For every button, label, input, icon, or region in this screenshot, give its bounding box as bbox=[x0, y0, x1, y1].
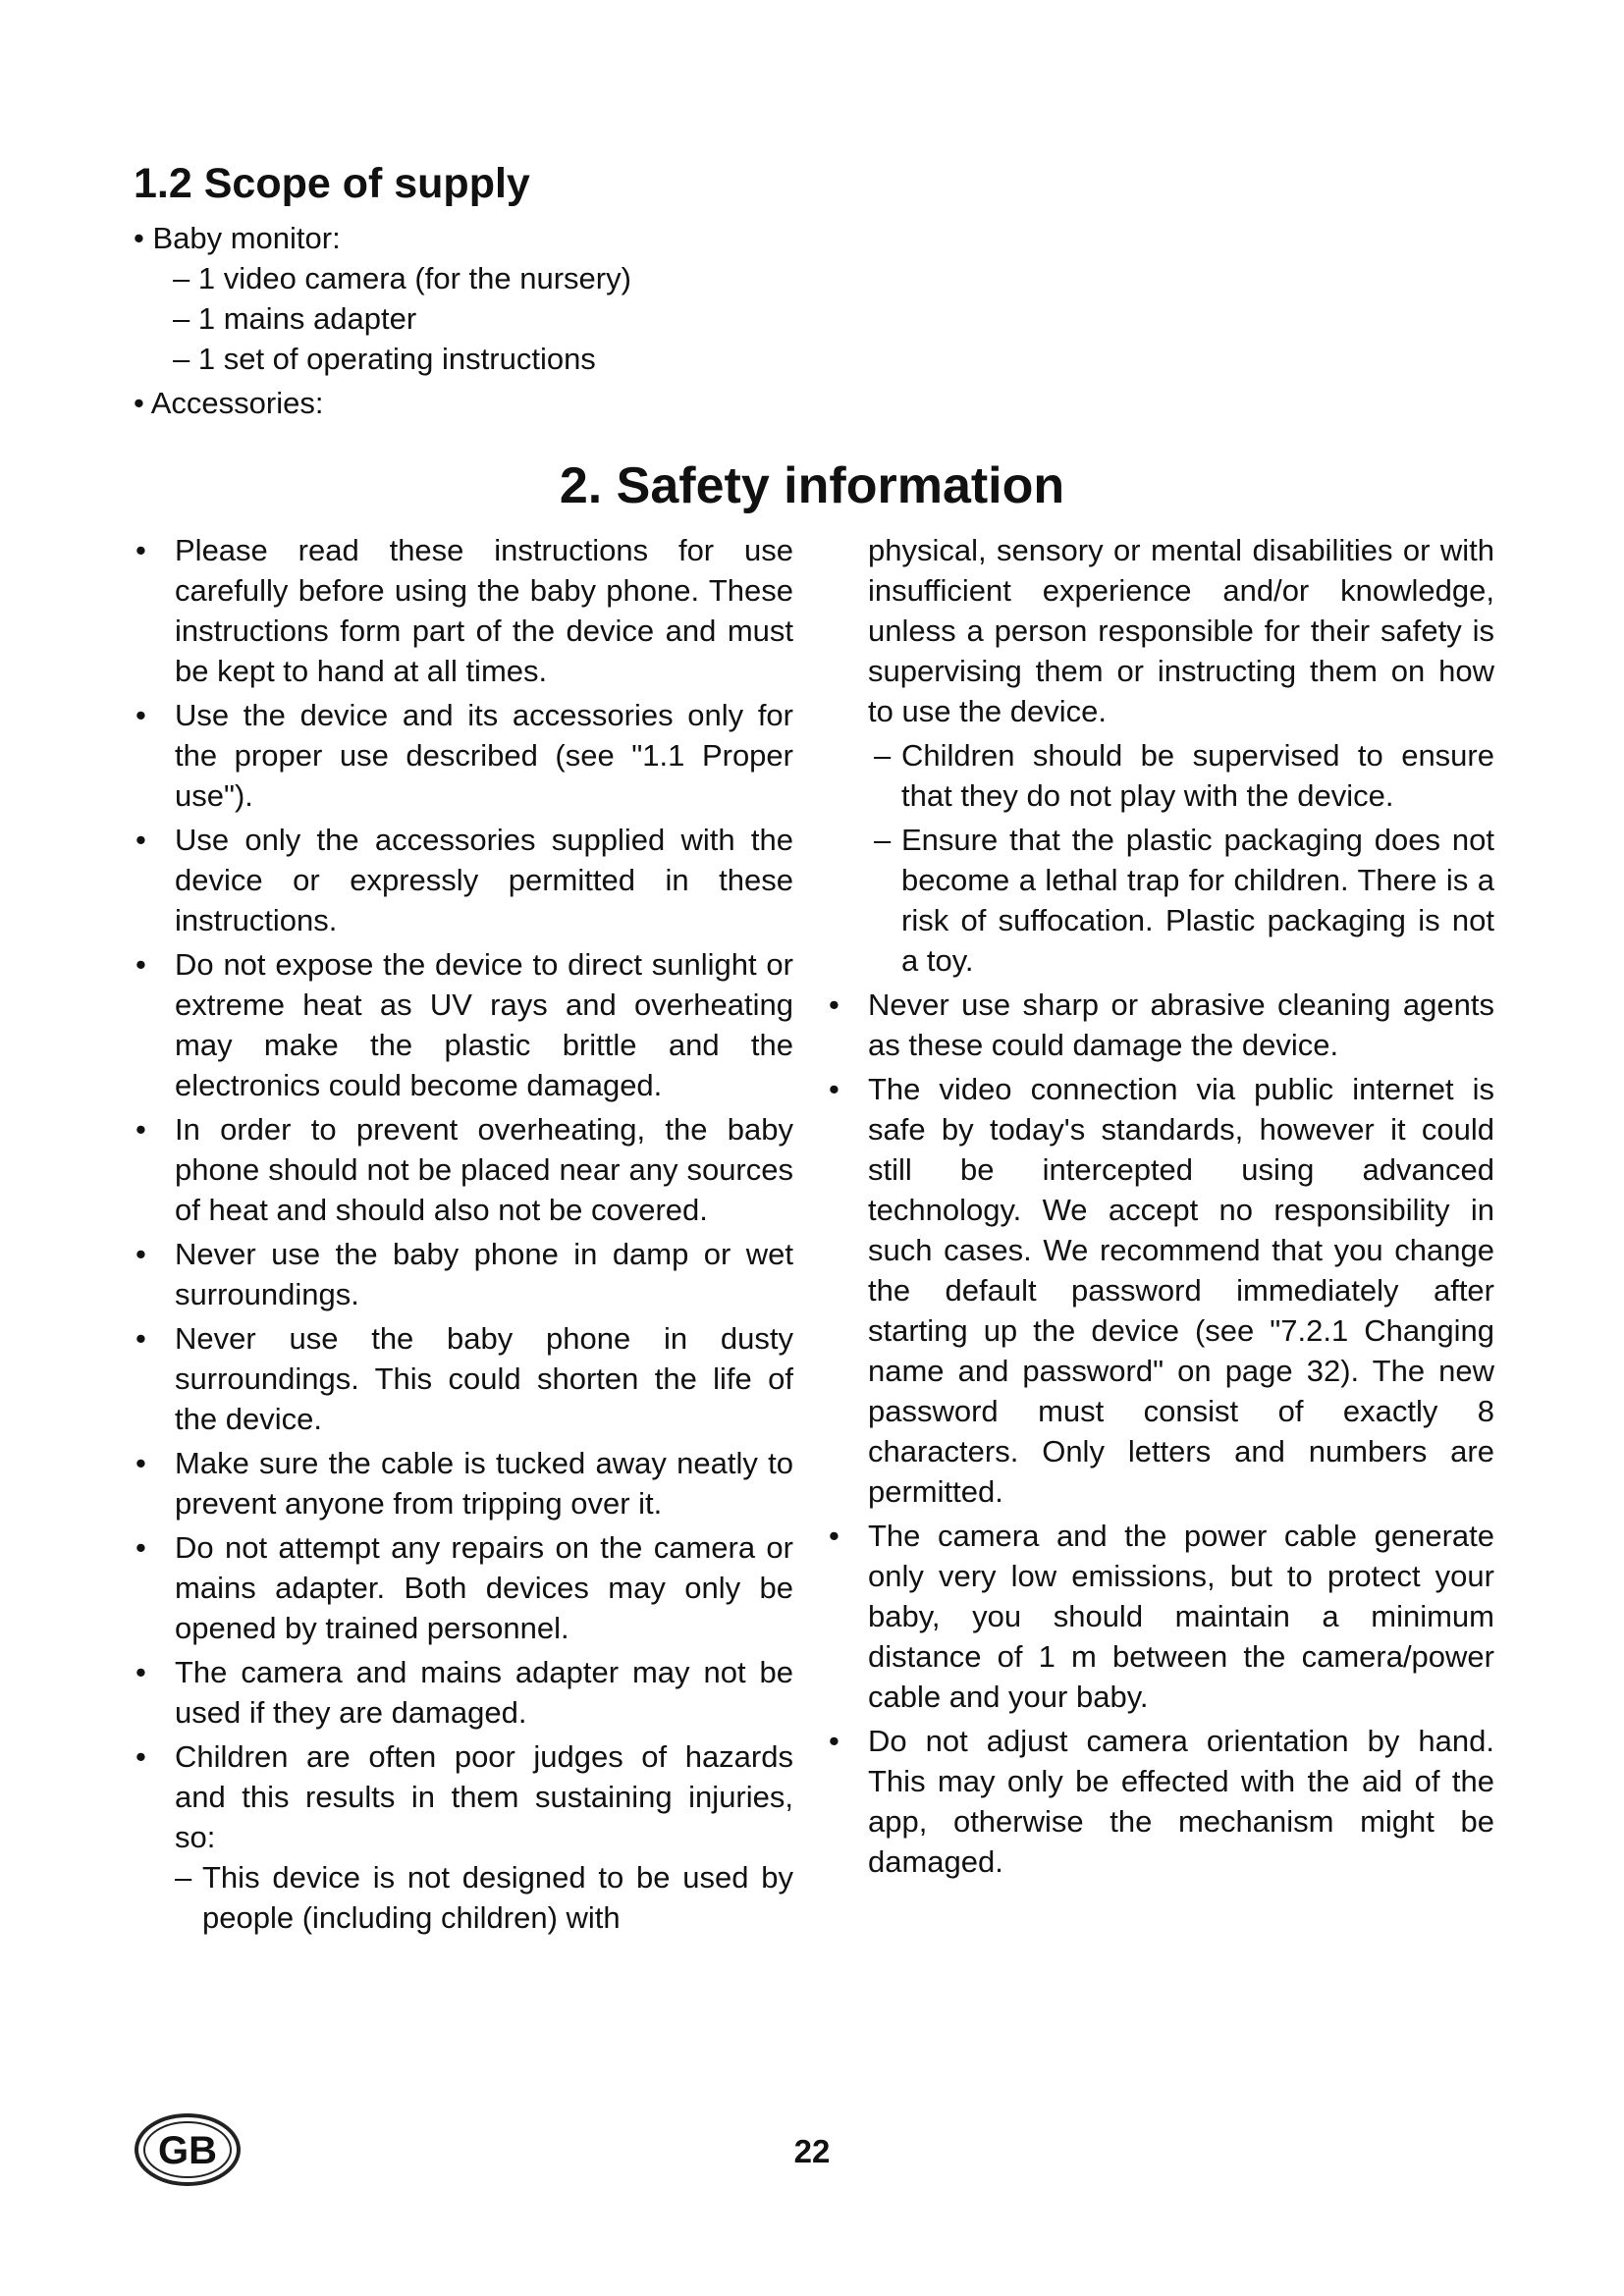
safety-item-children bbox=[134, 1736, 793, 1938]
bullet-icon: • bbox=[135, 1446, 146, 1480]
dash-icon: – bbox=[175, 1860, 192, 1895]
scope-subitem-mains-adapter: – 1 mains adapter bbox=[173, 301, 417, 336]
scope-item-baby-monitor: • Baby monitor: bbox=[134, 221, 341, 255]
baby-monitor-contents bbox=[134, 258, 631, 379]
safety-item-damp bbox=[134, 1234, 793, 1314]
safety-item-accessories bbox=[134, 820, 793, 940]
safety-item-text: The camera and the power cable generate only very low emissions, but to protect your baby, you should maintain a minimum distance of 1 m between the camera/power cable and your baby. bbox=[868, 1519, 1494, 1714]
scope-item-accessories: • Accessories: bbox=[134, 386, 324, 420]
safety-subitem-text: Ensure that the plastic packaging does not become a lethal trap for children. There is a risk of suffocation. Plastic packaging is not a toy. bbox=[901, 823, 1494, 978]
safety-item-text: Never use the baby phone in dusty surroundings. This could shorten the life of the device. bbox=[175, 1321, 793, 1436]
safety-subitems-right bbox=[827, 735, 1494, 981]
scope-subitem-operating-instructions: – 1 set of operating instructions bbox=[173, 342, 596, 376]
children-sub-list-continued bbox=[827, 735, 1494, 981]
safety-item-cleaning-agents bbox=[827, 985, 1494, 1065]
safety-item-emissions bbox=[827, 1516, 1494, 1717]
safety-item-text: Do not expose the device to direct sunlight or extreme heat as UV rays and overheating may make the plastic brittle and the electronics could become damaged. bbox=[175, 947, 793, 1102]
safety-right-column bbox=[827, 530, 1494, 1886]
dash-icon: – bbox=[874, 823, 892, 857]
bullet-icon: • bbox=[135, 1530, 146, 1565]
safety-item-text: In order to prevent overheating, the baby phone should not be placed near any sources of heat and should also not be covered. bbox=[175, 1112, 793, 1227]
safety-item-text: Use only the accessories supplied with the device or expressly permitted in these instructions. bbox=[175, 823, 793, 937]
safety-item-video-connection bbox=[827, 1069, 1494, 1512]
bullet-icon: • bbox=[829, 1072, 839, 1106]
bullet-icon: • bbox=[135, 533, 146, 567]
bullet-icon: • bbox=[135, 1321, 146, 1356]
bullet-icon: • bbox=[135, 1112, 146, 1147]
gb-badge-label: GB bbox=[158, 2129, 217, 2172]
safety-item-damaged bbox=[134, 1652, 793, 1733]
safety-left-column bbox=[134, 530, 793, 1942]
safety-item-cable bbox=[134, 1443, 793, 1523]
bullet-icon: • bbox=[135, 698, 146, 732]
dash-icon: – bbox=[874, 738, 892, 773]
scope-subitems bbox=[134, 258, 631, 379]
safety-item-text: Please read these instructions for use carefully before using the baby phone. These instructions form part of the device and must be kept to hand at all times. bbox=[175, 533, 793, 688]
safety-item-text: Do not adjust camera orientation by hand. This may only be effected with the aid of the app, otherwise the mechanism might be damaged. bbox=[868, 1724, 1494, 1879]
safety-item-text: The camera and mains adapter may not be used if they are damaged. bbox=[175, 1655, 793, 1730]
bullet-icon: • bbox=[135, 1739, 146, 1774]
safety-item-sunlight bbox=[134, 944, 793, 1105]
safety-subitem-text: Children should be supervised to ensure that they do not play with the device. bbox=[901, 738, 1494, 813]
safety-item-text: Children are often poor judges of hazards and this results in them sustaining injuries, so: bbox=[175, 1739, 793, 1854]
bullet-icon: • bbox=[829, 988, 839, 1022]
safety-item-text: Do not attempt any repairs on the camera or mains adapter. Both devices may only be opened by trained personnel. bbox=[175, 1530, 793, 1645]
scope-of-supply-heading: 1.2 Scope of supply bbox=[134, 160, 530, 207]
bullet-icon: • bbox=[135, 1655, 146, 1689]
bullet-icon: • bbox=[829, 1724, 839, 1758]
safety-item-text: Never use sharp or abrasive cleaning agents as these could damage the device. bbox=[868, 988, 1494, 1062]
safety-information-heading: 2. Safety information bbox=[559, 457, 1065, 514]
bullet-icon: • bbox=[135, 947, 146, 982]
bullet-icon: • bbox=[135, 823, 146, 857]
safety-item-repairs bbox=[134, 1527, 793, 1648]
safety-subitem-supervised bbox=[827, 735, 1494, 816]
page-number: 22 bbox=[793, 2133, 831, 2169]
safety-item-text: The video connection via public internet is safe by today's standards, however it could still be intercepted using advanced technology. We accept no responsibility in such cases. We recommend that you change the default password immediately after starting up the device (see "7.2.1 Changing name and password" on page 32). The new password must consist of exactly 8 characters. Only letters and numbers are permitted. bbox=[868, 1072, 1494, 1509]
safety-item-dusty bbox=[134, 1318, 793, 1439]
safety-item-proper-use bbox=[134, 695, 793, 816]
safety-subitem-text: This device is not designed to be used by people (including children) with bbox=[202, 1860, 793, 1935]
safety-item-text: Never use the baby phone in damp or wet surroundings. bbox=[175, 1237, 793, 1311]
bullet-icon: • bbox=[829, 1519, 839, 1553]
scope-subitem-video-camera: – 1 video camera (for the nursery) bbox=[173, 261, 631, 295]
safety-subitem-packaging bbox=[827, 820, 1494, 981]
safety-item-camera-orientation bbox=[827, 1721, 1494, 1882]
safety-item-read-instructions bbox=[134, 530, 793, 691]
safety-item-text: physical, sensory or mental disabilities or with insufficient experience and/or knowledge, unless a person responsible for their safety is supervising them or instructing them on how to use the device. bbox=[868, 533, 1494, 728]
scope-of-supply-list bbox=[134, 218, 631, 423]
safety-subitem-not-designed bbox=[175, 1857, 793, 1938]
safety-item-continuation bbox=[827, 530, 1494, 731]
children-sub-list bbox=[175, 1857, 793, 1938]
bullet-icon: • bbox=[135, 1237, 146, 1271]
safety-item-overheating bbox=[134, 1109, 793, 1230]
safety-item-text: Make sure the cable is tucked away neatly to prevent anyone from tripping over it. bbox=[175, 1446, 793, 1521]
gb-country-badge-icon bbox=[134, 2112, 242, 2187]
safety-item-text: Use the device and its accessories only for the proper use described (see "1.1 Proper use"). bbox=[175, 698, 793, 813]
